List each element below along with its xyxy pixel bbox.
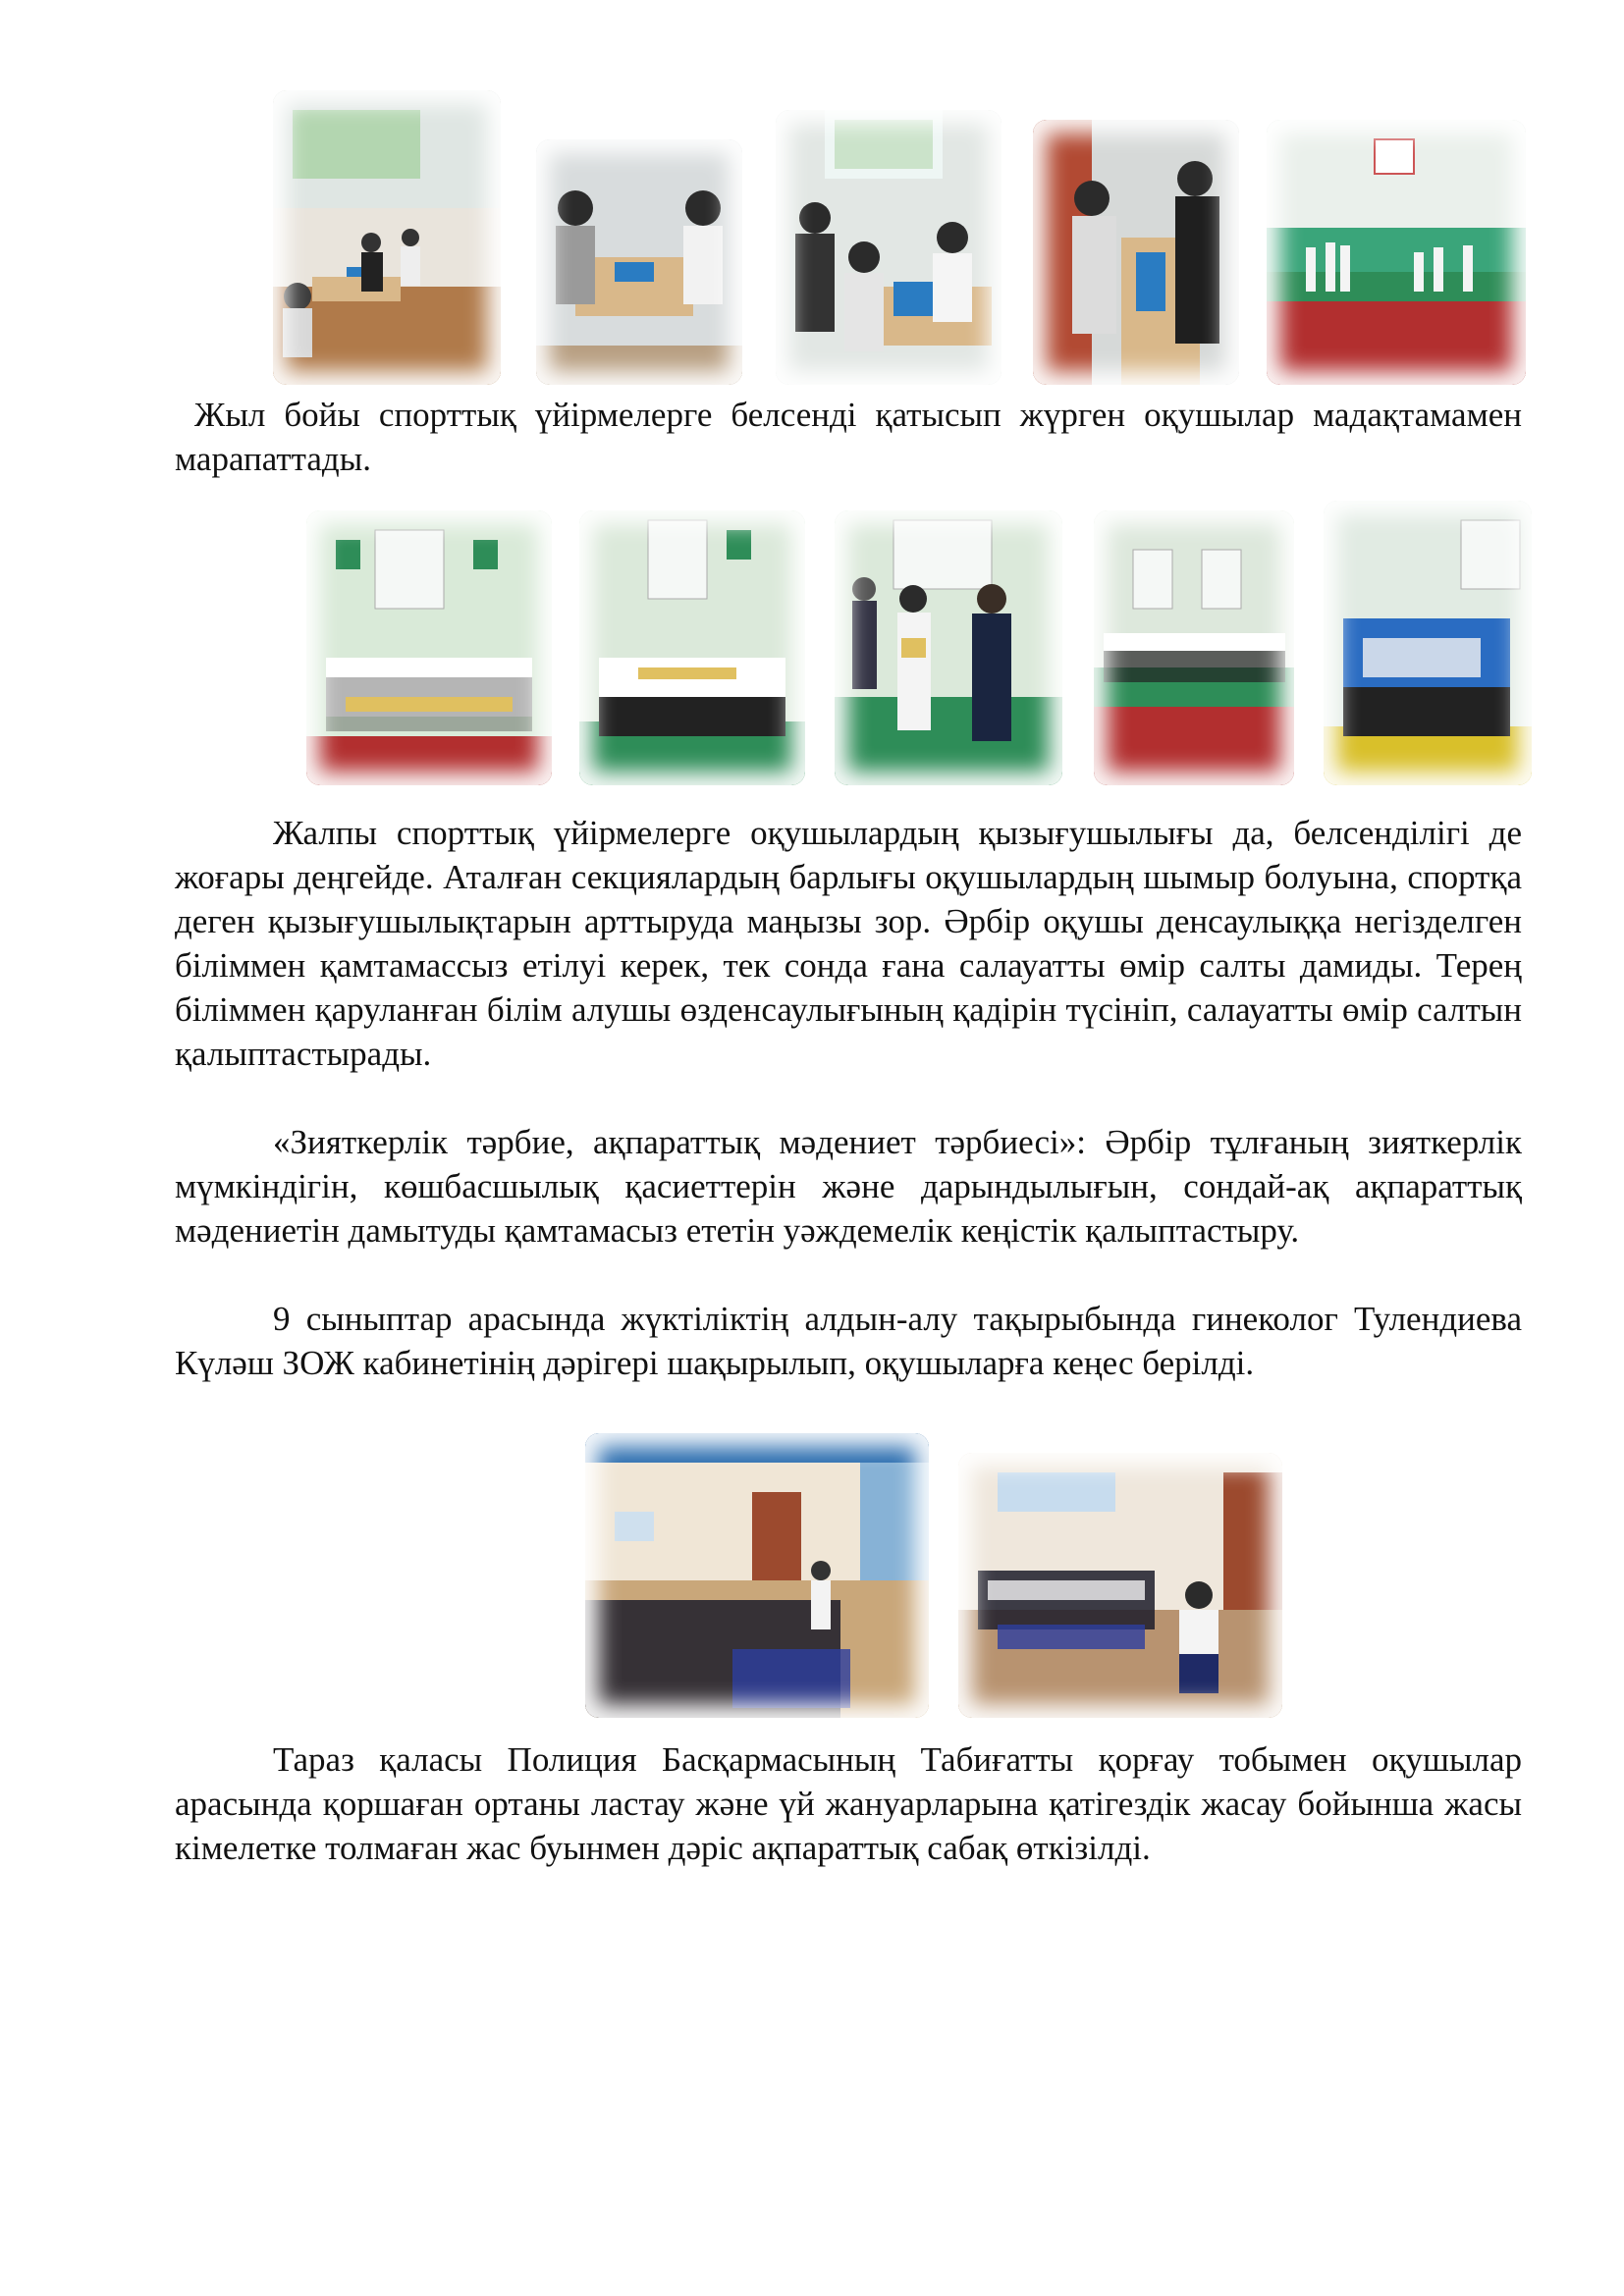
photo-gym-basketball (1267, 120, 1526, 385)
photo-classroom-tables (273, 90, 501, 385)
photo-auditorium-talk (585, 1433, 929, 1718)
photo-boy-girl-game (1033, 120, 1239, 385)
paragraph-intellectual-education: «Зияткерлік тәрбие, ақпараттық мәдениет тәрбиесі»: Әрбір тұлғаның зияткерлік мүмкіндігін, көшбасшылық қасиеттерін және дарындылығын, сондай-ақ ақпараттық мәдениетін дамытуды қамтамасыз ететін уәждемелік кеңістік қалыптастыру. (175, 1123, 1522, 1250)
photo-boys-game (776, 110, 1001, 385)
photo-award-handover (835, 510, 1062, 785)
photo-classroom-consultation (958, 1453, 1282, 1718)
paragraph-sports-award: Жыл бойы спорттық үйірмелерге белсенді қатысып жүрген оқушылар мадақтамамен марапаттады. (175, 396, 1522, 478)
paragraph-police-lecture: Тараз қаласы Полиция Басқармасының Табиғатты қорғау тобымен оқушылар арасында қоршаған ортаны ластау және үй жануарларына қатігездік жасау бойынша жасы кімелетке толмаған жас буынмен дәріс ақпараттық сабақ өткізілді. (175, 1740, 1522, 1867)
photo-two-girls-game (536, 139, 742, 385)
photo-award-group-2 (579, 510, 805, 785)
photo-award-line (1094, 510, 1294, 785)
paragraph-gynecologist-talk: 9 сыныптар арасында жүктіліктің алдын-алу тақырыбында гинеколог Тулендиева Күләш ЗОЖ кабинетінің дәрігері шақырылып, оқушыларға кеңес берілді. (175, 1300, 1522, 1382)
paragraph-sports-interest: Жалпы спорттық үйірмелерге оқушылардың қызығушылығы да, белсенділігі де жоғары деңгейде. Аталған секциялардың барлығы оқушылардың шымыр болуына, спортқа деген қызығушылықтарын арттыруда маңызы зор. Әрбір оқушы денсаулыққа негізделген біліммен қамтамассыз етілуі керек, тек сонда ғана салауатты өмір салты дамиды. Терең біліммен қаруланған білім алушы өзденсаулығының қадірін түсініп, салауатты өмір салтын қалыптастырады. (175, 814, 1522, 1073)
photo-award-girls (1324, 501, 1532, 785)
photo-award-group-1 (306, 510, 552, 785)
